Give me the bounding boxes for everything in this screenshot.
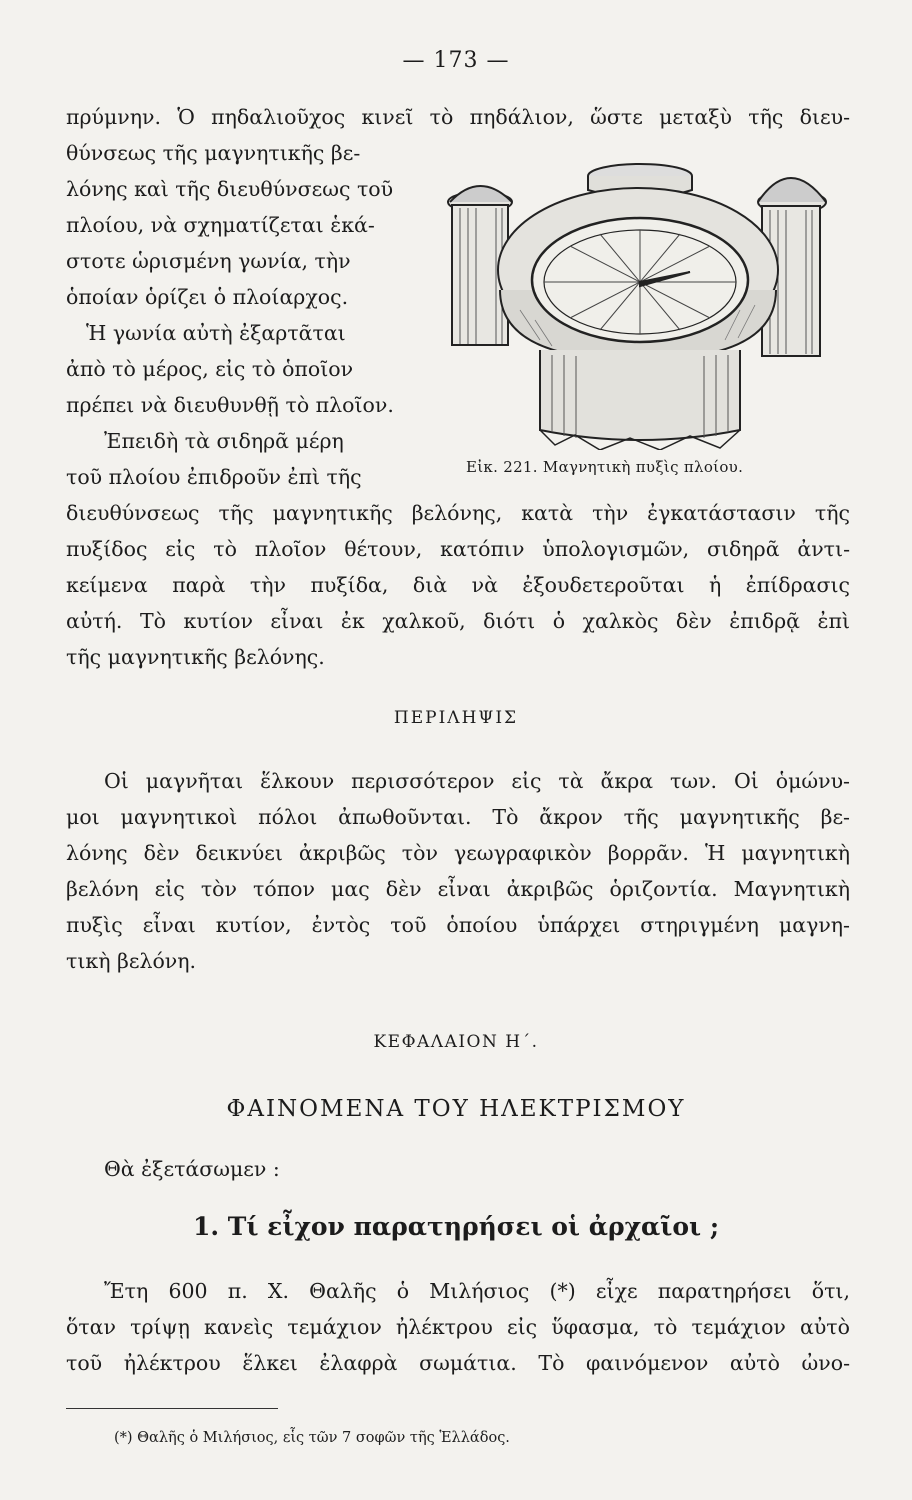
text-line: τοῦ πλοίου ἐπιδροῦν ἐπὶ τῆς: [66, 465, 362, 489]
section-heading: 1. Τί εἶχον παρατηρήσει οἱ ἀρχαῖοι ;: [192, 1212, 720, 1241]
text-line: πρέπει νὰ διευθυνθῇ τὸ πλοῖον.: [66, 393, 394, 417]
text-line: διευθύνσεως τῆς μαγνητικῆς βελόνης, κατὰ τὴν ἐγκατάστασιν τῆς: [66, 501, 850, 525]
ship-compass-illustration: [440, 160, 840, 450]
text-line: πυξίδος εἰς τὸ πλοῖον θέτουν, κατόπιν ὑπολογισμῶν, σιδηρᾶ ἀντι-: [66, 537, 850, 561]
text-line: λόνης καὶ τῆς διευθύνσεως τοῦ: [66, 177, 394, 201]
text-line: πρύμνην. Ὁ πηδαλιοῦχος κινεῖ τὸ πηδάλιον, ὥστε μεταξὺ τῆς διευ-: [66, 105, 850, 129]
footnote: (*) Θαλῆς ὁ Μιλήσιος, εἷς τῶν 7 σοφῶν τῆς Ἑλλάδος.: [114, 1430, 510, 1446]
text-line: Οἱ μαγνῆται ἕλκουν περισσότερον εἰς τὰ ἄκρα των. Οἱ ὁμώνυ-: [104, 769, 850, 793]
text-line: πλοίου, νὰ σχηματίζεται ἑκά-: [66, 213, 375, 237]
text-line: πυξὶς εἶναι κυτίον, ἐντὸς τοῦ ὁποίου ὑπάρχει στηριγμένη μαγνη-: [66, 913, 850, 937]
text-line: Ἡ γωνία αὐτὴ ἐξαρτᾶται: [86, 321, 346, 345]
text-line: Ἔτη 600 π. Χ. Θαλῆς ὁ Μιλήσιος (*) εἶχε παρατηρήσει ὅτι,: [104, 1279, 850, 1303]
text-line: βελόνη εἰς τὸν τόπον μας δὲν εἶναι ἀκριβῶς ὁριζοντία. Μαγνητικὴ: [66, 877, 850, 901]
intro-line: Θὰ ἐξετάσωμεν :: [104, 1157, 280, 1181]
text-line: Ἐπειδὴ τὰ σιδηρᾶ μέρη: [104, 429, 344, 453]
figure-caption: Εἰκ. 221. Μαγνητικὴ πυξὶς πλοίου.: [466, 458, 744, 476]
chapter-title: ΦΑΙΝΟΜΕΝΑ ΤΟΥ ΗΛΕΚΤΡΙΣΜΟΥ: [226, 1096, 686, 1122]
text-line: τῆς μαγνητικῆς βελόνης.: [66, 645, 325, 669]
footnote-rule: [66, 1408, 278, 1409]
text-line: ἀπὸ τὸ μέρος, εἰς τὸ ὁποῖον: [66, 357, 354, 381]
text-line: αὐτή. Τὸ κυτίον εἶναι ἐκ χαλκοῦ, διότι ὁ χαλκὸς δὲν ἐπιδρᾷ ἐπὶ: [66, 609, 850, 633]
text-line: μοι μαγνητικοὶ πόλοι ἀπωθοῦνται. Τὸ ἄκρον τῆς μαγνητικῆς βε-: [66, 805, 850, 829]
text-line: τικὴ βελόνη.: [66, 949, 197, 973]
text-line: λόνης δὲν δεικνύει ἀκριβῶς τὸν γεωγραφικὸν βορρᾶν. Ἡ μαγνητικὴ: [66, 841, 850, 865]
page-number: — 173 —: [402, 48, 510, 73]
text-line: θύνσεως τῆς μαγνητικῆς βε-: [66, 141, 361, 165]
text-line: ὅταν τρίψῃ κανεὶς τεμάχιον ἠλέκτρου εἰς ὕφασμα, τὸ τεμάχιον αὐτὸ: [66, 1315, 850, 1339]
chapter-heading: ΚΕΦΑΛΑΙΟΝ Η΄.: [373, 1032, 539, 1052]
text-line: ὁποίαν ὁρίζει ὁ πλοίαρχος.: [66, 285, 349, 309]
text-line: στοτε ὡρισμένη γωνία, τὴν: [66, 249, 351, 273]
text-line: τοῦ ἠλέκτρου ἕλκει ἐλαφρὰ σωμάτια. Τὸ φαινόμενον αὐτὸ ὠνο-: [66, 1351, 850, 1375]
text-line: κείμενα παρὰ τὴν πυξίδα, διὰ νὰ ἐξουδετεροῦται ἡ ἐπίδρασις: [66, 573, 850, 597]
summary-heading: ΠΕΡΙΛΗΨΙΣ: [393, 708, 519, 728]
